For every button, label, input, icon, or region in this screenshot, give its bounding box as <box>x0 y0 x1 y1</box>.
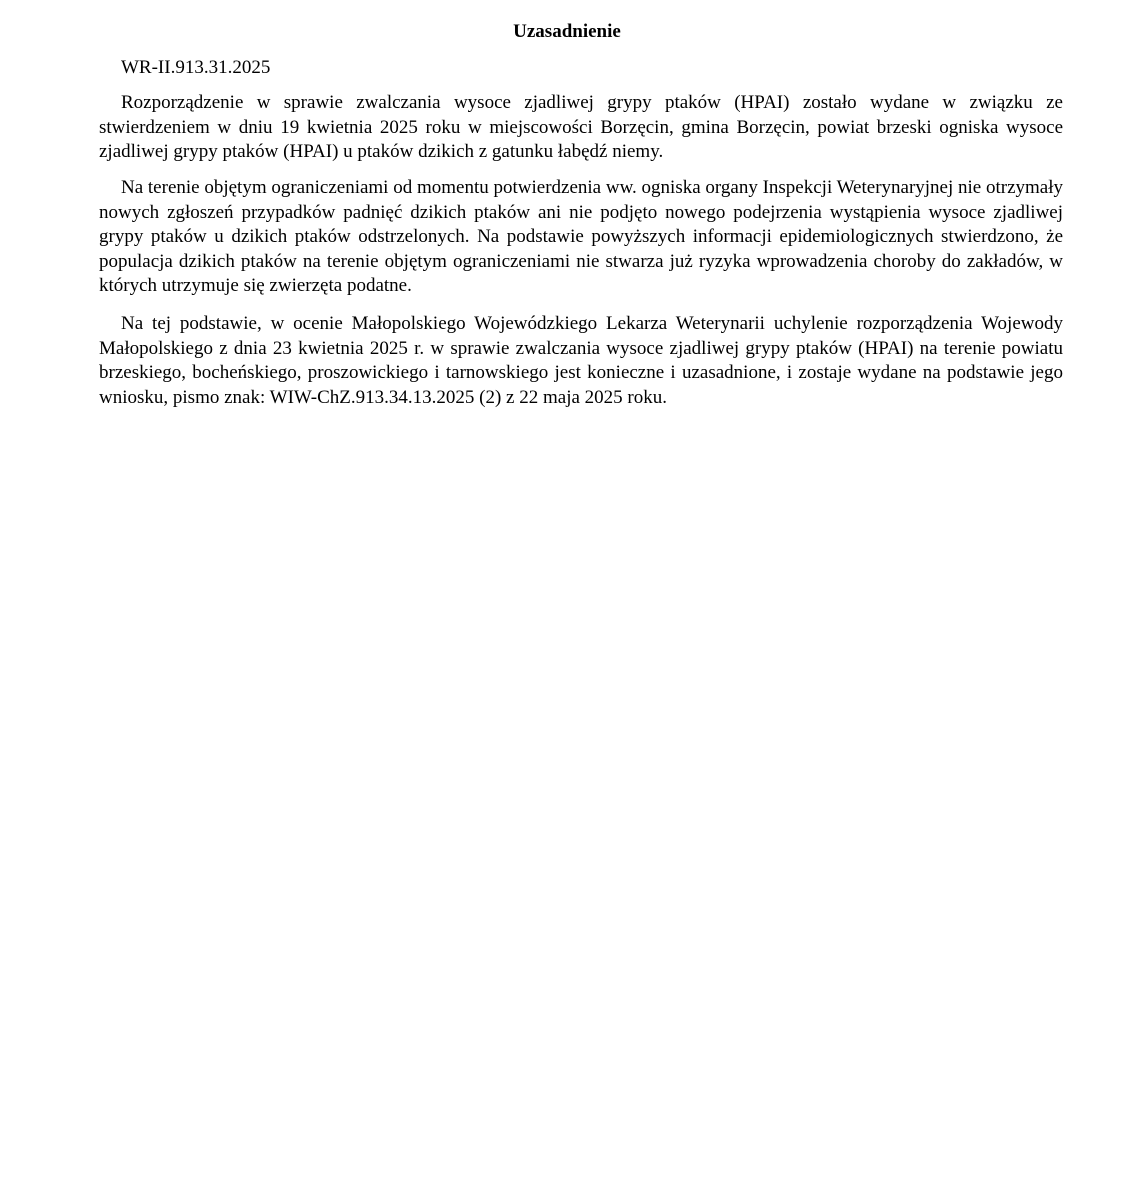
document-reference-number: WR-II.913.31.2025 <box>121 57 271 78</box>
paragraph-repeal-justification: Na tej podstawie, w ocenie Małopolskiego Wojewódzkiego Lekarza Weterynarii uchylenie rozporządzenia Wojewody Małopolskiego z dnia 23 kwietnia 2025 r. w sprawie zwalczania wysoce zjadliwej grypy ptaków (HPAI) na terenie powiatu brzeskiego, bocheńskiego, proszowickiego i tarnowskiego jest konieczne i uzasadnione, i zostaje wydane na podstawie jego wniosku, pismo znak: WIW-ChZ.913.34.13.2025 (2) z 22 maja 2025 roku. <box>99 313 1063 408</box>
paragraph-epidemiological-info: Na terenie objętym ograniczeniami od momentu potwierdzenia ww. ogniska organy Inspekcji Weterynaryjnej nie otrzymały nowych zgłoszeń przypadków padnięć dzikich ptaków ani nie podjęto nowego podejrzenia wystąpienia wysoce zjadliwej grypy ptaków u dzikich ptaków odstrzelonych. Na podstawie powyższych informacji epidemiologicznych stwierdzono, że populacja dzikich ptaków na terenie objętym ograniczeniami nie stwarza już ryzyka wprowadzenia choroby do zakładów, w których utrzymuje się zwierzęta podatne. <box>99 177 1064 296</box>
paragraph-outbreak-statement: Rozporządzenie w sprawie zwalczania wysoce zjadliwej grypy ptaków (HPAI) zostało wydane w związku ze stwierdzeniem w dniu 19 kwietnia 2025 roku w miejscowości Borzęcin, gmina Borzęcin, powiat brzeski ogniska wysoce zjadliwej grypy ptaków (HPAI) u ptaków dzikich z gatunku łabędź niemy. <box>99 92 1063 162</box>
document-title: Uzasadnienie <box>513 21 621 42</box>
